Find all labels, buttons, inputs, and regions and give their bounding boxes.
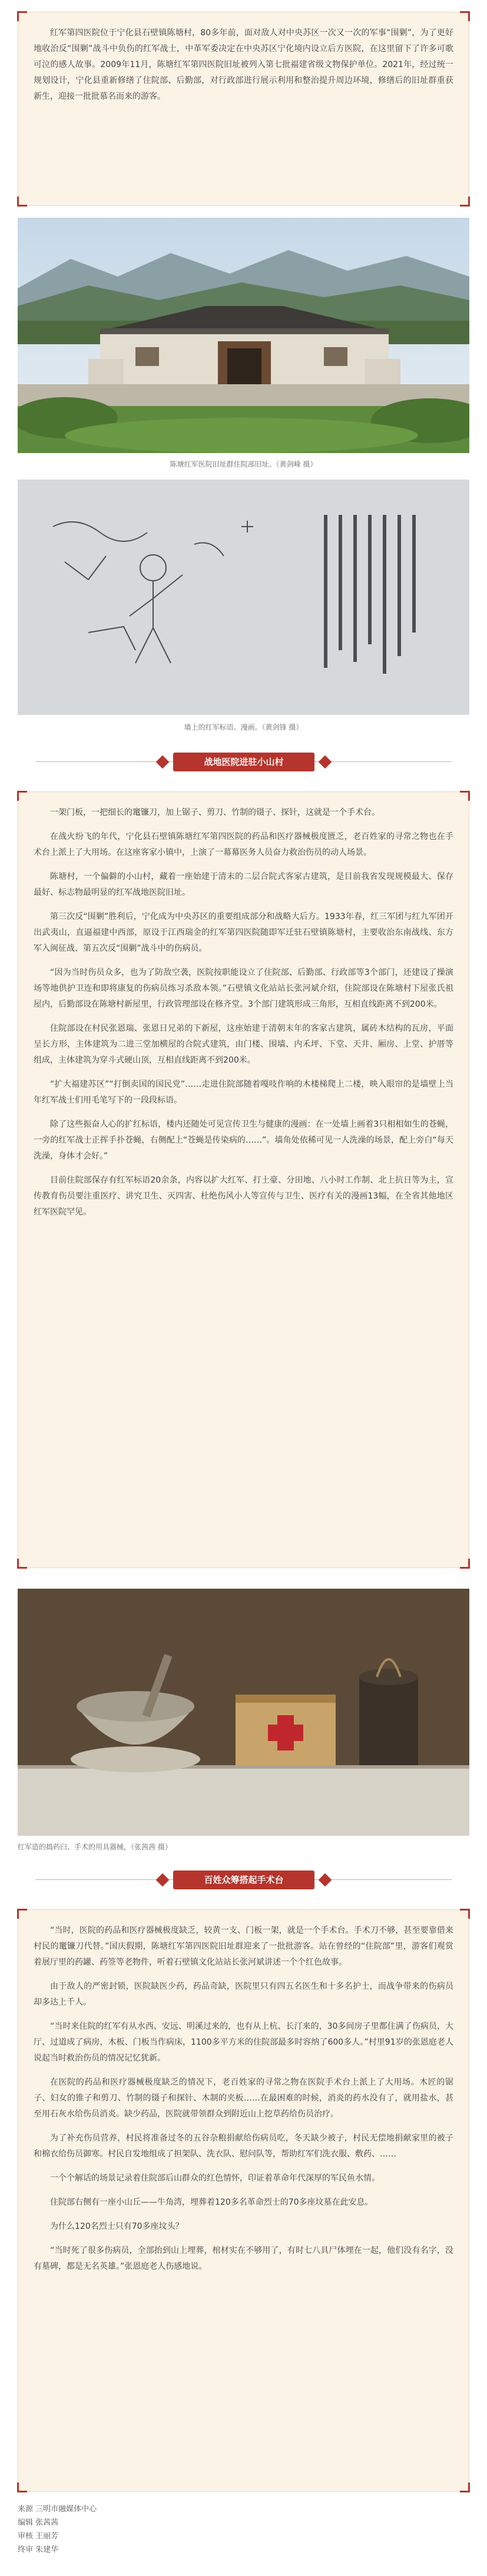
section1-panel [18,791,469,1568]
section2-paragraph: 在医院的药品和医疗器械极度缺乏的情况下，老百姓家的寻常之物在医院手术台上派上了大用场。木匠的锯子、妇女的锥子和剪刀、竹制的镊子和探针、木制的夹板……在最困难的时候，消炎的药水没有了，就用盐水，甚至用石灰水给伤员消炎。缺少药品，医院就带领群众到附近山上挖草药给伤员治疗。 [34,2078,453,2119]
section1-paragraph: 目前住院部保存有红军标语20余条，内容以扩大红军、打土豪、分田地、八小时工作制、北上抗日等为主，宣传教育伤员要注重医疗、讲究卫生、灭四害、杜绝伤风小人等宣传与卫生、医疗有关的漫画13幅，在全省其他地区红军医院罕见。 [34,1176,453,1217]
section2-paragraph: “当时死了很多伤病员，全部抬到山上埋葬，棺材实在不够用了，有时七八具尸体埋在一起，他们没有名字，没有墓碑，都是无名英雄。”张恩庭老人伤感地说。 [34,2246,453,2271]
section1-paragraph: 在战火纷飞的年代，宁化县石壁镇陈塘红军第四医院的药品和医疗器械极度匮乏，老百姓家的寻常之物也在手术台上派上了大用场。在这座客家小镇中，上演了一幕幕医务人员奋力救治伤员的动人场景。 [34,832,453,857]
section2-paragraph: 为什么120名烈士只有70多座坟头？ [50,2222,184,2231]
article-credits [18,2502,97,2557]
section2-paragraph: 一个个解话的场景记录着住院部后山群众的红色情怀，印证着革命年代深厚的军民鱼水情。 [50,2174,380,2183]
intro-panel [18,12,469,206]
tools-image [18,1589,469,1836]
section2-paragraph: 为了补充伤员营养，村民将准备过冬的五谷杂粮捐献给伤病员吃，冬天缺少被子，村民无偿地捐献家里的被子和棉衣给伤员御寒。村民自发地组成了担架队、洗衣队、慰问队等，帮助红军们洗衣服、敷药、…… [34,2134,453,2159]
section2-title: 百姓众筹搭起手术台 [173,1871,314,1889]
section2-paragraph: “当时，医院的药品和医疗器械极度缺乏，较黄一支、门板一架，就是一个手术台。手术刀不够，甚至要靠借来村民的竃镰刀代替。”国庆假期，陈塘红军第四医院旧址群迎来了一批批游客。站在曾经的“住院部”里，游客们观赏着展厅里的药罐、药签等老物件，听着石壁镇文化站站长张河斌讲述一个个红色故事。 [34,1926,453,1967]
building-photo [18,218,469,453]
section1-paragraph: “扩大福建苏区”“打倒卖国的国民党”……走进住院部随着嘎吱作响的木楼梯爬上二楼，映入眼帘的是墙壁上当年红军战士们用毛笔写下的一段段标语。 [34,1080,453,1105]
wall-slogan-photo [18,480,469,715]
section1-paragraph: 除了这些振奋人心的扩红标语，楼内还随处可见宣传卫生与健康的漫画：在一处墙上画着3只相相如生的苍蝇，一旁的红军战士正挥手扑苍蝇，右侧配上“苍蝇是传染病的……”。墙角处依稀可见一人洗澡的场景，配上旁白“每天洗澡，身体才会好。” [34,1120,453,1161]
reviewer-credit: 审核 王丽芳 [18,2532,59,2541]
source-credit: 来源 三明市融媒体中心 [18,2505,97,2514]
section2-header [0,1862,487,1898]
supervisor-credit: 终审 朱建华 [18,2545,59,2554]
wall-slogan-image [18,480,469,715]
building-image [18,218,469,453]
tools-photo [18,1589,469,1836]
section2-paragraph: 住院部右侧有一座小山丘——牛角湾，埋葬着120多名革命烈士的70多座坟墓在此安息。 [50,2198,373,2207]
wall-slogan-caption: 墙上的红军标语、漫画。（黄剑锋 摄） [184,723,303,731]
intro-paragraph: 红军第四医院位于宁化县石壁镇陈塘村，80多年前，面对敌人对中央苏区一次又一次的军事“围剿”，为了更好地收治反“围剿”战斗中负伤的红军战士，中革军委决定在中央苏区宁化境内设立后方医院，在这里留下了许多可歌可泣的感人故事。2009年11月，陈塘红军第四医院旧址被列入第七批福建省级文物保护单位。2021年，经过统一规划设计，宁化县重新修缮了住院部、后勤部，对行政部进行展示利用和整治提升周边环境，修缮后的旧址群重获新生，迎接一批批慕名而来的游客。 [34,28,453,101]
section2-paragraph: 由于敌人的严密封锁，医院缺医少药，药品奇缺，医院里只有四五名医生和十多名护士，而战争带来的伤病员却多达上千人。 [34,1982,453,2007]
section1-header [0,744,487,780]
section1-paragraph: 第三次反“围剿”胜利后，宁化成为中央苏区的重要组成部分和战略大后方。1933年春，红三军团与红九军团开出武夷山，直逼福建中西部，原设于江西瑞金的红军第四医院随即军迁驻石壁镇陈塘村，主要收治东南战线、东方军入闽征战、第五次反“围剿”战斗中的伤病员。 [34,912,453,953]
section1-title: 战地医院进驻小山村 [173,753,314,771]
section1-paragraph: “因为当时伤员众多，也为了防敌空袭，医院按职能设立了住院部、后勤部、行政部等3个部门，还建设了操演场等地供护卫连和即将康复的伤病员练习杀敌本领。”石壁镇文化站站长张河斌介绍，住院部设在陈塘村下屋张氏祖屋内，后勤部设在陈塘村新屋里，行政管理部设在修齐堂。3个部门建筑形成三角形，互相直线距离不到200米。 [34,968,453,1009]
section2-paragraph: “当时来住院的红军有从水西、安远、明溪过来的，也有从上杭、长汀来的，30多间房子里都住满了伤病员，大厅、过道成了病房，木板、门板当作病床，1100多平方米的住院部最多时容纳了600多人。”村里91岁的张恩庭老人说起当时救治伤员的情况记忆犹新。 [34,2022,453,2063]
building-photo-caption: 陈塘红军医院旧址群住院部旧址。（黄剑峰 摄） [170,460,317,468]
section1-paragraph: 住院部设在村民张恩瑞、张恩日兄弟的下新屋，这座始建于清朝末年的客家古建筑，属砖木结构的瓦房，平面呈长方形，主体建筑为二进三堂加横屋的合院式建筑，由门楼、围墙、内禾坪、下堂、天井、厢房、上堂、护厝等组成，主体建筑为穿斗式硬山顶，互相直线距离不到200米。 [34,1024,453,1065]
section1-paragraph: 一架门板，一把细长的竃镰刀，加上锯子、剪刀、竹制的镊子、探针，这就是一个手术台。 [50,808,380,817]
tools-photo-caption: 红军造的捣药臼、手术的用具器械，（张茜茜 摄） [18,1843,172,1851]
section1-paragraph: 陈塘村，一个偏僻的小山村，藏着一座始建于清末的二层合院式客家古建筑，是目前我省发现规模最大、保存最好、标志物最明显的红军战地医院旧址。 [34,872,453,897]
section2-panel [18,1909,469,2492]
editor-credit: 编辑 张茜茜 [18,2518,59,2527]
